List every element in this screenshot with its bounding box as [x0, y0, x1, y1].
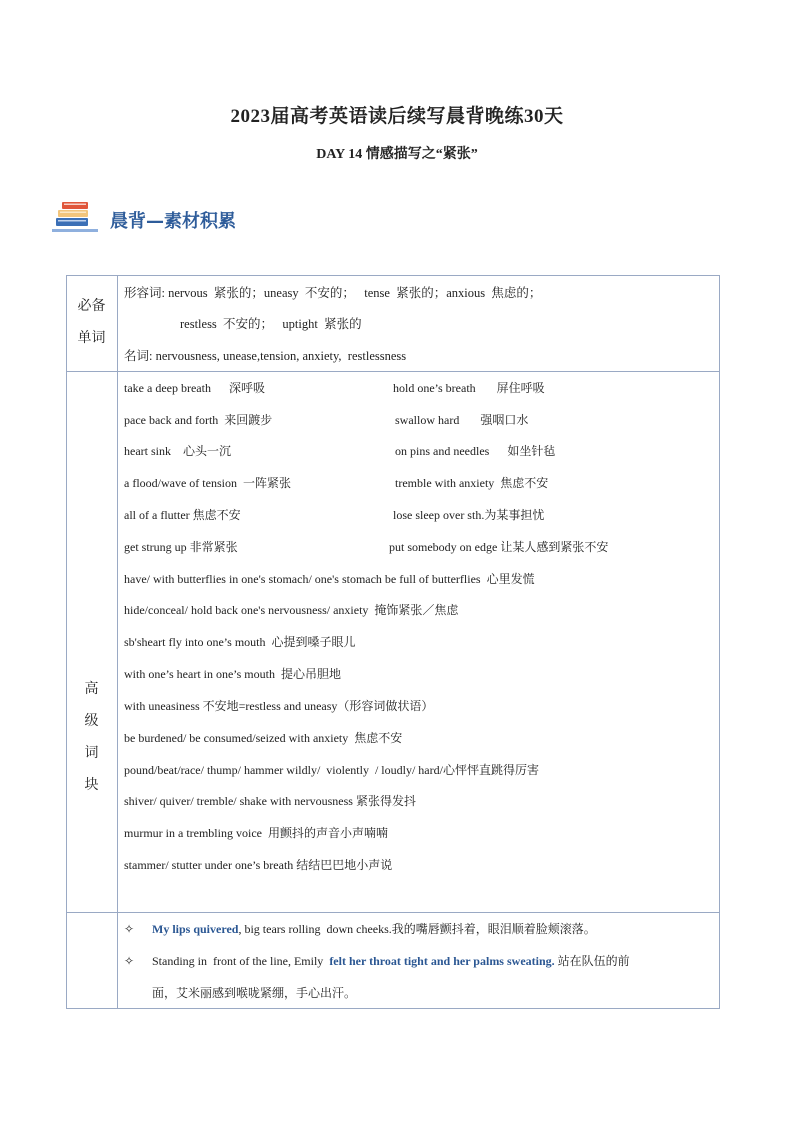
phrase-item: on pins and needles 如坐针毡: [395, 444, 556, 458]
phrase-item: put somebody on edge 让某人感到紧张不安: [389, 540, 609, 554]
phrase-line: with uneasiness 不安地=restless and uneasy（形容词做状语）: [124, 699, 434, 713]
table-column-divider: [117, 275, 118, 1009]
section-heading: 晨背—素材积累: [110, 211, 236, 232]
phrase-line: hide/conceal/ hold back one's nervousness/ anxiety 掩饰紧张／焦虑: [124, 603, 459, 617]
vocab-nouns: 名词: nervousness, unease,tension, anxiety, restlessness: [124, 349, 407, 363]
sentence-text: Standing in front of the line, Emily: [152, 954, 330, 968]
phrase-item: swallow hard 强咽口水: [395, 413, 529, 427]
example-sentence: [152, 921, 596, 937]
vocab-label: 单词: [77, 331, 106, 346]
phrase-line: sb'sheart fly into one’s mouth 心提到嗓子眼儿: [124, 635, 356, 649]
example-sentence-cont: 面，艾米丽感到喉咙紧绷，手心出汗。: [152, 986, 357, 1000]
diamond-bullet-icon: ✧: [124, 922, 135, 936]
sentence-highlight: My lips quivered: [152, 922, 239, 936]
document-subtitle: DAY 14 情感描写之“紧张”: [316, 147, 478, 162]
vocab-adjectives: 形容词: nervous 紧张的；uneasy 不安的； tense 紧张的；anxious 焦虑的；: [124, 286, 542, 300]
vocab-adjectives-cont: restless 不安的； uptight 紧张的: [180, 317, 362, 331]
table-row-divider: [66, 371, 720, 372]
phrase-item: all of a flutter 焦虑不安: [124, 508, 241, 522]
phrase-item: pace back and forth 来回踱步: [124, 413, 273, 427]
phrase-line: be burdened/ be consumed/seized with anxiety 焦虑不安: [124, 731, 403, 745]
phrase-line: pound/beat/race/ thump/ hammer wildly/ violently / loudly/ hard/心怦怦直跳得厉害: [124, 763, 539, 777]
example-sentence: [152, 953, 630, 969]
document-title: 2023届高考英语读后续写晨背晚练30天: [230, 106, 564, 127]
phrase-item: get strung up 非常紧张: [124, 540, 238, 554]
diamond-bullet-icon: ✧: [124, 954, 135, 968]
phrase-line: murmur in a trembling voice 用颤抖的声音小声喃喃: [124, 826, 388, 840]
phrase-item: heart sink 心头一沉: [124, 444, 231, 458]
phrases-label: 高: [84, 682, 99, 697]
phrase-line: stammer/ stutter under one’s breath 结结巴巴地小声说: [124, 858, 393, 872]
phrase-line: have/ with butterflies in one's stomach/ one's stomach be full of butterflies 心里发慌: [124, 572, 535, 586]
vocab-label: 必备: [77, 299, 106, 314]
phrase-item: lose sleep over sth.为某事担忧: [393, 508, 545, 522]
phrases-label: 词: [84, 746, 99, 761]
phrase-item: hold one’s breath 屏住呼吸: [393, 381, 545, 395]
sentence-text: , big tears rolling down cheeks.我的嘴唇颤抖着，眼泪顺着脸颊滚落。: [238, 922, 596, 936]
phrase-line: shiver/ quiver/ tremble/ shake with nervousness 紧张得发抖: [124, 794, 416, 808]
sentence-highlight: felt her throat tight and her palms sweating.: [329, 954, 555, 968]
sentence-text: 站在队伍的前: [554, 954, 630, 968]
table-row-divider: [66, 912, 720, 913]
phrase-item: a flood/wave of tension 一阵紧张: [124, 476, 291, 490]
phrases-label: 块: [84, 778, 99, 793]
phrase-item: take a deep breath 深呼吸: [124, 381, 265, 395]
phrases-label: 级: [84, 714, 99, 729]
book-stack-icon: [52, 198, 98, 238]
phrase-item: tremble with anxiety 焦虑不安: [395, 476, 549, 490]
phrase-line: with one’s heart in one’s mouth 提心吊胆地: [124, 667, 341, 681]
